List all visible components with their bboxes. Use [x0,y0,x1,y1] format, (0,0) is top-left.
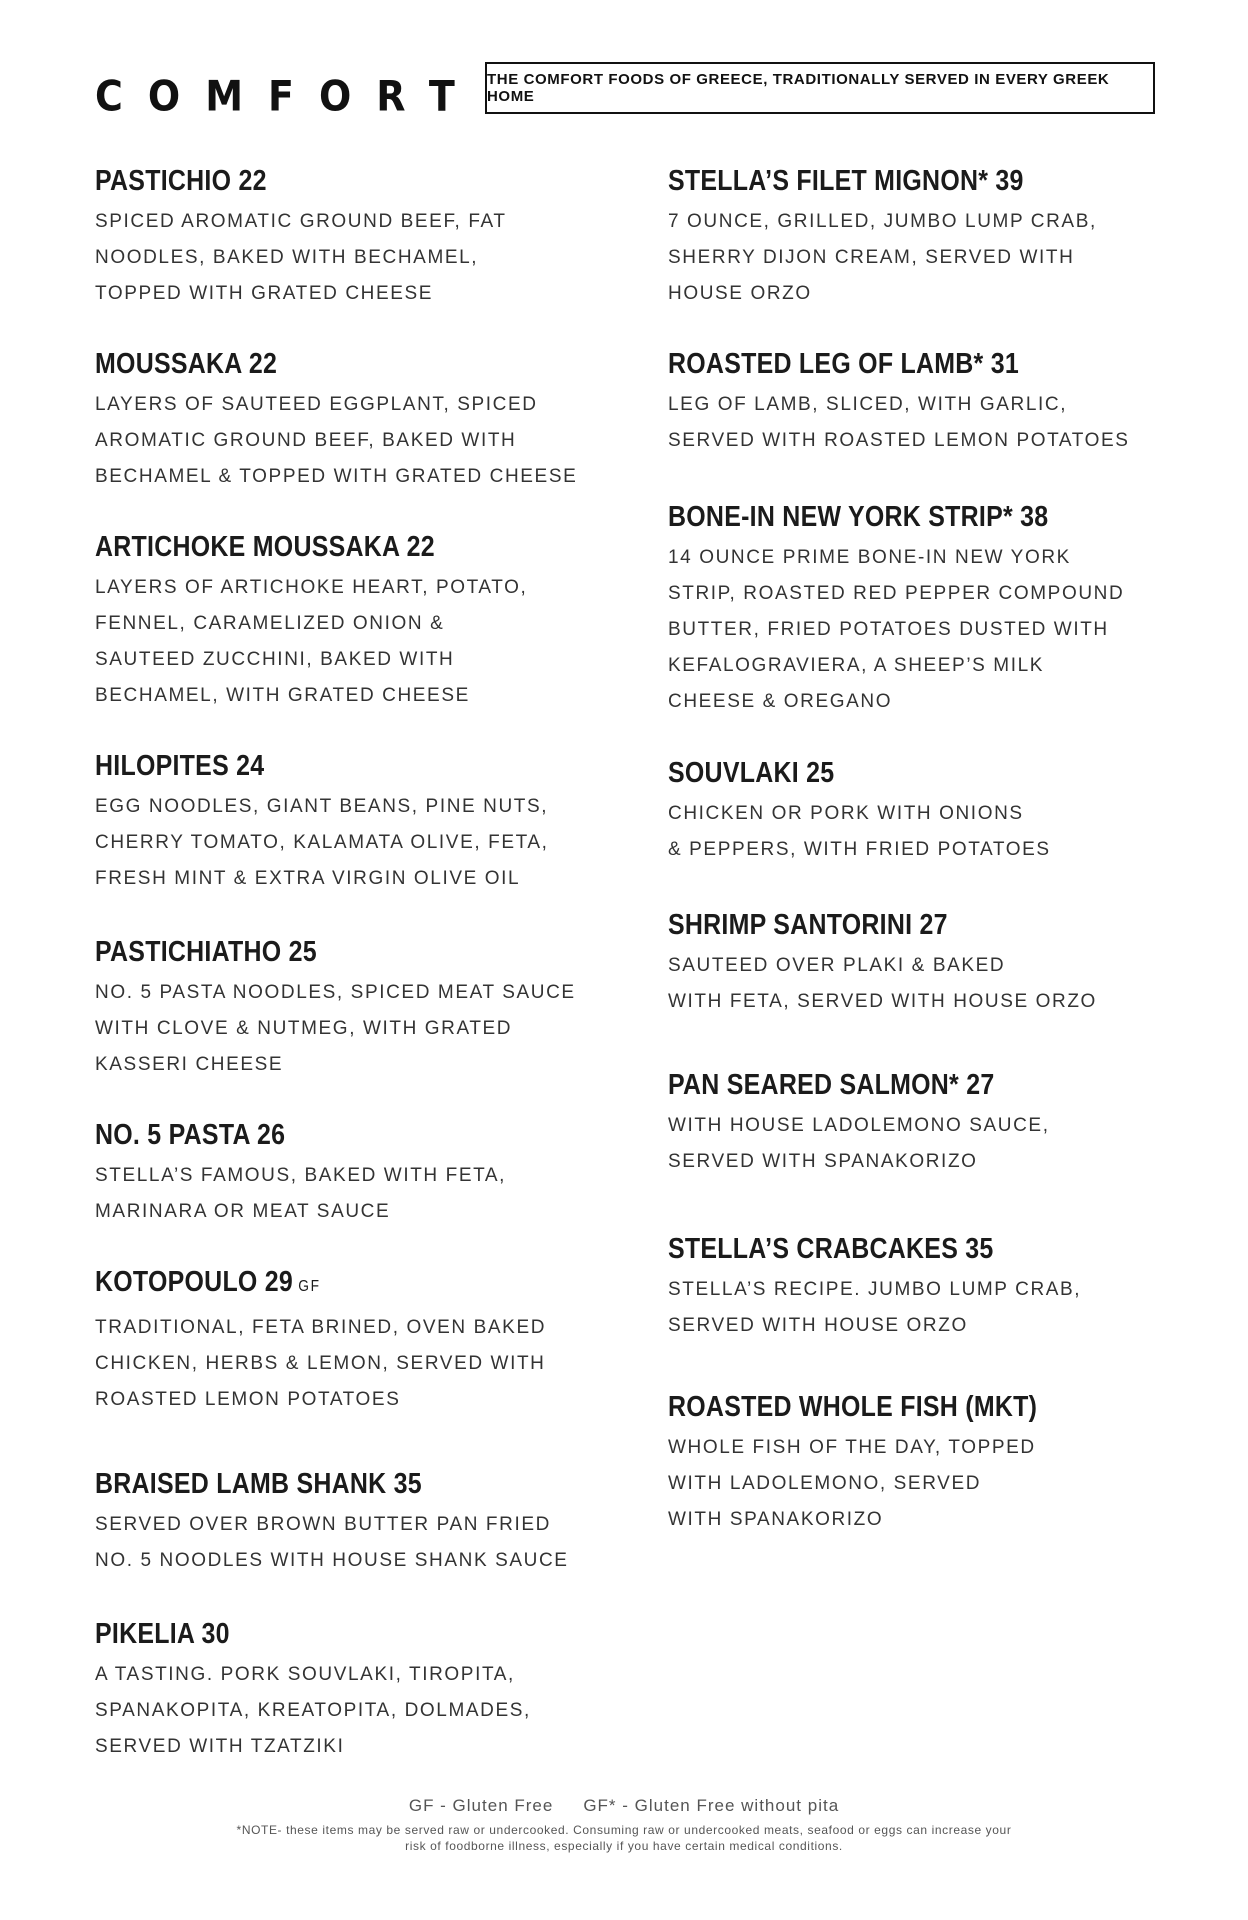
description-line: FRESH MINT & EXTRA VIRGIN OLIVE OIL [95,868,521,889]
menu-item [95,1615,655,1765]
item-description [95,570,655,714]
description-line: 7 OUNCE, GRILLED, JUMBO LUMP CRAB, [668,211,1097,232]
menu-item [668,754,1228,868]
description-line: CHICKEN, HERBS & LEMON, SERVED WITH [95,1353,546,1374]
description-line: SERVED WITH HOUSE ORZO [668,1315,968,1336]
description-line: WITH LADOLEMONO, SERVED [668,1473,982,1494]
item-description [95,1310,655,1418]
menu-item [95,933,655,1083]
description-line: SERVED WITH SPANAKORIZO [668,1151,978,1172]
description-line: BECHAMEL, WITH GRATED CHEESE [95,685,470,706]
item-description [668,204,1228,312]
description-line: MARINARA OR MEAT SAUCE [95,1201,391,1222]
note-line: *NOTE- these items may be served raw or undercooked. Consuming raw or undercooked meats, seafood or eggs can increase your [236,1823,1012,1837]
item-title: PAN SEARED SALMON* 27 [668,1069,995,1101]
description-line: 14 OUNCE PRIME BONE-IN NEW YORK [668,547,1071,568]
item-title: PASTICHIATHO 25 [95,936,317,968]
menu-item [95,1465,655,1579]
item-description [95,1158,655,1230]
description-line: & PEPPERS, WITH FRIED POTATOES [668,839,1051,860]
description-line: HOUSE ORZO [668,283,812,304]
food-safety-note [174,1822,1074,1854]
description-line: SERVED OVER BROWN BUTTER PAN FRIED [95,1514,551,1535]
description-line: NO. 5 NOODLES WITH HOUSE SHANK SAUCE [95,1550,569,1571]
menu-item [95,345,655,495]
item-title: ROASTED LEG OF LAMB* 31 [668,348,1019,380]
item-description [95,789,655,897]
item-title: HILOPITES 24 [95,750,265,782]
description-line: KEFALOGRAVIERA, A SHEEP’S MILK [668,655,1045,676]
item-description [95,1507,655,1579]
item-title [95,1263,577,1306]
description-line: WITH CLOVE & NUTMEG, WITH GRATED [95,1018,513,1039]
menu-item [668,1388,1228,1538]
gluten-free-legend [0,1796,1248,1816]
description-line: TOPPED WITH GRATED CHEESE [95,283,434,304]
description-line: NOODLES, BAKED WITH BECHAMEL, [95,247,479,268]
item-description [668,1272,1228,1344]
description-line: SERVED WITH ROASTED LEMON POTATOES [668,430,1130,451]
menu-item [95,1116,655,1230]
description-line: EGG NOODLES, GIANT BEANS, PINE NUTS, [95,796,549,817]
description-line: FENNEL, CARAMELIZED ONION & [95,613,445,634]
menu-item [668,906,1228,1020]
description-line: CHEESE & OREGANO [668,691,893,712]
item-title: ARTICHOKE MOUSSAKA 22 [95,531,435,563]
menu-item [668,1230,1228,1344]
description-line: TRADITIONAL, FETA BRINED, OVEN BAKED [95,1317,547,1338]
item-title: NO. 5 PASTA 26 [95,1119,286,1151]
item-description [95,387,655,495]
item-title: BONE-IN NEW YORK STRIP* 38 [668,501,1049,533]
description-line: KASSERI CHEESE [95,1054,284,1075]
item-title-text: KOTOPOULO 29 [95,1266,294,1298]
item-title: BRAISED LAMB SHANK 35 [95,1468,422,1500]
item-title: STELLA’S CRABCAKES 35 [668,1233,994,1265]
item-title: PIKELIA 30 [95,1618,230,1650]
description-line: WHOLE FISH OF THE DAY, TOPPED [668,1437,1036,1458]
item-description [668,948,1228,1020]
description-line: NO. 5 PASTA NOODLES, SPICED MEAT SAUCE [95,982,576,1003]
item-title: PASTICHIO 22 [95,165,267,197]
item-description [668,1108,1228,1180]
description-line: STRIP, ROASTED RED PEPPER COMPOUND [668,583,1125,604]
description-line: SPICED AROMATIC GROUND BEEF, FAT [95,211,507,232]
description-line: SHERRY DIJON CREAM, SERVED WITH [668,247,1075,268]
description-line: BUTTER, FRIED POTATOES DUSTED WITH [668,619,1109,640]
description-line: LAYERS OF ARTICHOKE HEART, POTATO, [95,577,528,598]
item-title: ROASTED WHOLE FISH (MKT) [668,1391,1038,1423]
tagline-text: THE COMFORT FOODS OF GREECE, TRADITIONALLY SERVED IN EVERY GREEK HOME [487,71,1110,105]
item-title: STELLA’S FILET MIGNON* 39 [668,165,1024,197]
description-line: ROASTED LEMON POTATOES [95,1389,401,1410]
item-title: MOUSSAKA 22 [95,348,278,380]
menu-item [95,1263,655,1418]
description-line: LAYERS OF SAUTEED EGGPLANT, SPICED [95,394,538,415]
footer [0,1796,1248,1854]
description-line: CHERRY TOMATO, KALAMATA OLIVE, FETA, [95,832,549,853]
description-line: WITH FETA, SERVED WITH HOUSE ORZO [668,991,1097,1012]
description-line: BECHAMEL & TOPPED WITH GRATED CHEESE [95,466,578,487]
description-line: STELLA’S FAMOUS, BAKED WITH FETA, [95,1165,507,1186]
gluten-free-tag: GF [298,1278,321,1295]
description-line: LEG OF LAMB, SLICED, WITH GARLIC, [668,394,1068,415]
menu-item [668,1066,1228,1180]
item-description [95,1657,655,1765]
logo: COMFORT [95,72,480,121]
menu-item [95,162,655,312]
item-description [95,975,655,1083]
description-line: SPANAKOPITA, KREATOPITA, DOLMADES, [95,1700,531,1721]
item-description [95,204,655,312]
item-description [668,1430,1228,1538]
menu-item [668,162,1228,312]
tagline-box [485,62,1155,114]
gf-star-legend: GF* - Gluten Free without pita [583,1796,840,1815]
description-line: WITH HOUSE LADOLEMONO SAUCE, [668,1115,1050,1136]
menu-item [95,528,655,714]
item-description [668,540,1228,720]
description-line: WITH SPANAKORIZO [668,1509,884,1530]
item-description [668,387,1228,459]
gf-legend: GF - Gluten Free [408,1796,554,1815]
description-line: STELLA’S RECIPE. JUMBO LUMP CRAB, [668,1279,1082,1300]
description-line: SAUTEED OVER PLAKI & BAKED [668,955,1006,976]
description-line: A TASTING. PORK SOUVLAKI, TIROPITA, [95,1664,515,1685]
description-line: SERVED WITH TZATZIKI [95,1736,345,1757]
description-line: CHICKEN OR PORK WITH ONIONS [668,803,1024,824]
item-title: SOUVLAKI 25 [668,757,835,789]
menu-item [668,498,1228,720]
item-description [668,796,1228,868]
menu-item [668,345,1228,459]
note-line: risk of foodborne illness, especially if you have certain medical conditions. [405,1839,843,1853]
description-line: SAUTEED ZUCCHINI, BAKED WITH [95,649,455,670]
description-line: AROMATIC GROUND BEEF, BAKED WITH [95,430,517,451]
menu-item [95,747,655,897]
item-title: SHRIMP SANTORINI 27 [668,909,948,941]
